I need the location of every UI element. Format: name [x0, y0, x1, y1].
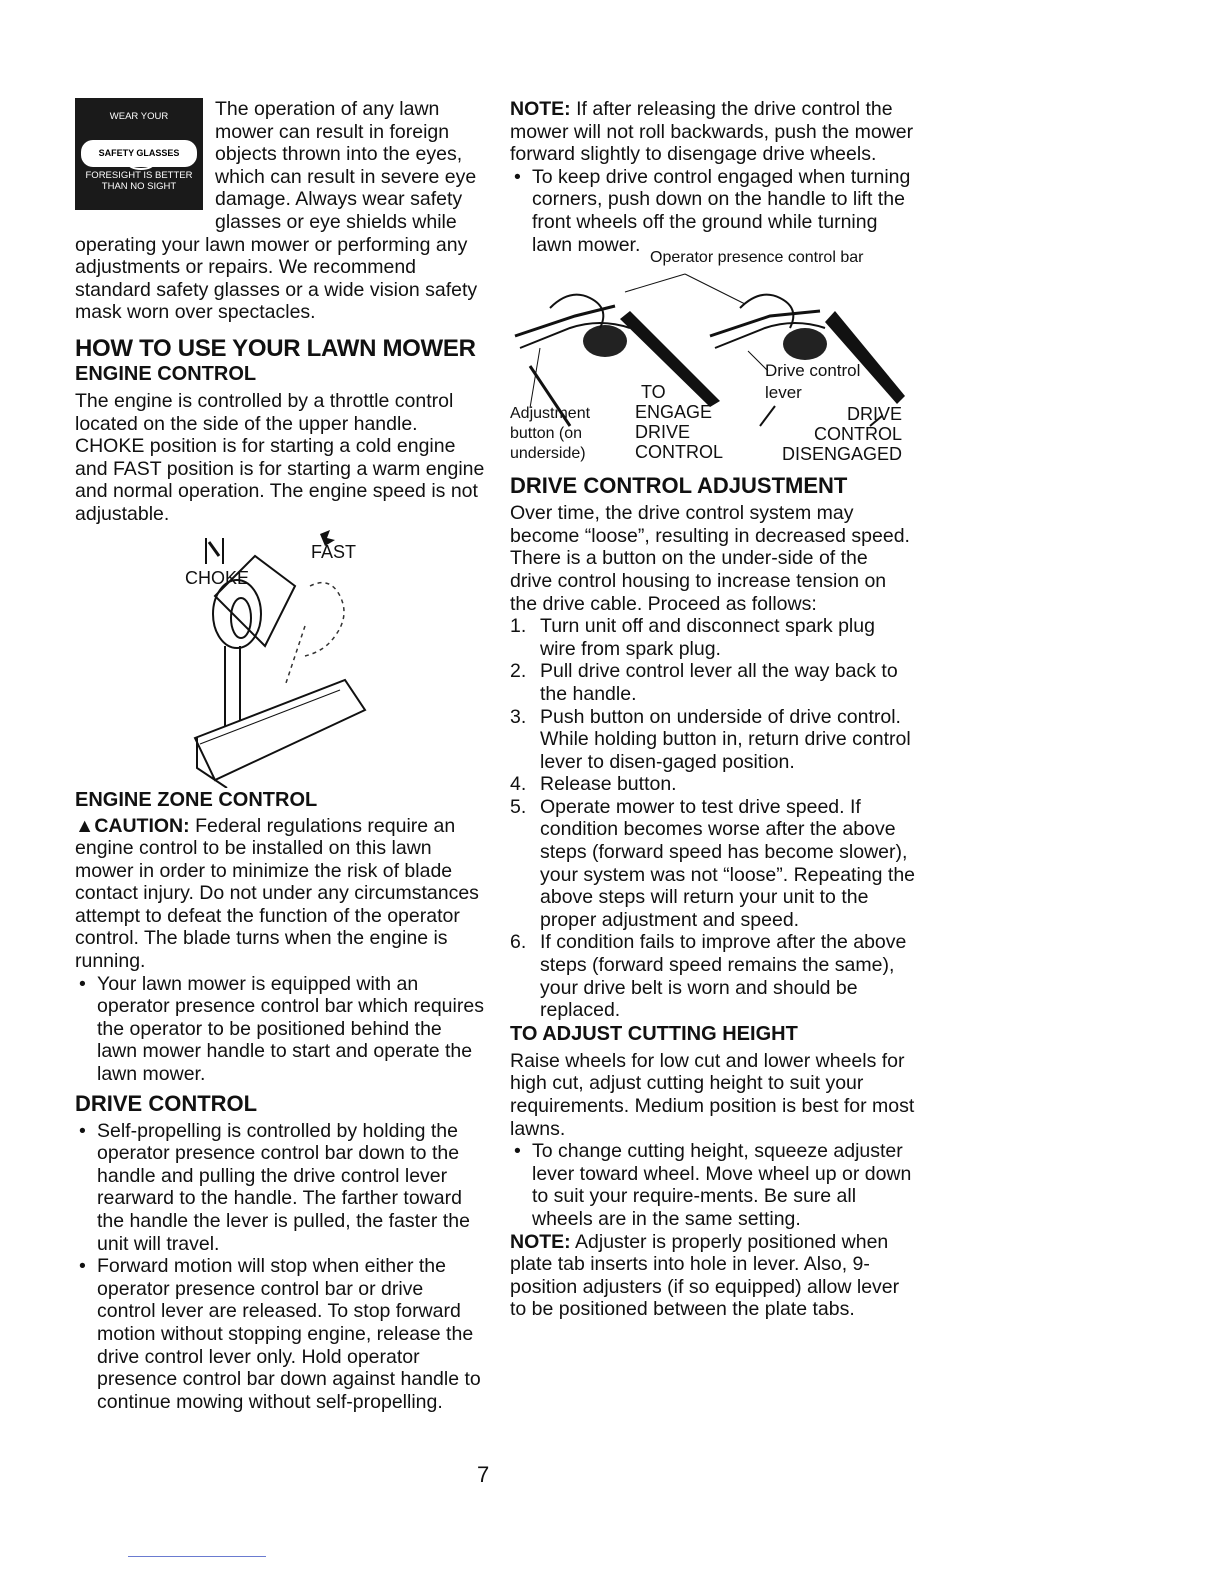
adjustment-label: Adjustment button (on underside): [510, 405, 591, 463]
height-text: Raise wheels for low cut and lower wheels for high cut, adjust cutting height to suit your requirements. Medium position is best for most lawns.: [510, 1049, 915, 1140]
footer-rule: [128, 1556, 266, 1557]
throttle-illustration: [75, 526, 485, 788]
safety-warning: [75, 98, 485, 324]
choke-icon: [206, 538, 223, 564]
list-item: 1. Turn unit off and disconnect spark plug wire from spark plug.: [510, 615, 875, 660]
drive-control-heading: DRIVE CONTROL: [75, 1090, 258, 1116]
list-item: 6. If condition fails to improve after the above steps (forward speed remains the same), your drive belt is worn and should be replaced.: [510, 931, 907, 1022]
opc-bar-label: Operator presence control bar: [650, 249, 864, 267]
turn-bullet: • To keep drive control engaged when turning corners, push down on the handle to lift the front wheels off the ground while turning lawn mower.: [510, 166, 915, 256]
badge-line3: FORESIGHT IS BETTER THAN NO SIGHT: [85, 170, 193, 192]
left-column: [75, 98, 485, 1413]
throttle-figure: [75, 526, 485, 788]
disengaged-label: DRIVE CONTROL DISENGAGED: [781, 404, 902, 465]
section-title: HOW TO USE YOUR LAWN MOWER: [75, 334, 476, 362]
caution-label: ▲: [75, 814, 95, 837]
list-item: 4. Release button.: [510, 773, 677, 796]
adjust-steps: [510, 615, 915, 1022]
choke-label: CHOKE: [185, 567, 250, 588]
engage-label: TO ENGAGE DRIVE CONTROL: [635, 382, 724, 463]
list-item: 2. Pull drive control lever all the way back to the handle.: [510, 660, 898, 705]
caution-paragraph: ▲CAUTION: Federal regulations require an engine control to be installed on this lawn mower in order to minimize the risk of blade contact injury. Do not under any circumstances attempt to defeat the function of the operator control. The blade turns when the engine is running.: [75, 814, 479, 973]
page-number: 7: [477, 1462, 490, 1487]
note-paragraph: NOTE: If after releasing the drive control the mower will not roll backwards, push the mower forward slightly to disengage drive wheels.: [510, 98, 914, 166]
warning-text: The operation of any lawn mower can result in foreign objects thrown into the eyes, which can result in severe eye damage. Always wear safety glasses or eye shields while operating your lawn mower or performing any adjustments or repairs. We recommend standard safety glasses or a wide vision safety mask worn over spectacles.: [75, 98, 478, 324]
drive-control-figure: [510, 249, 915, 474]
engine-zone-heading: ENGINE ZONE CONTROL: [75, 788, 318, 811]
safety-glasses-badge: [75, 98, 203, 210]
note2-paragraph: NOTE: Adjuster is properly positioned when plate tab inserts into hole in lever. Also, 9-position adjusters (if so equipped) allow lever to be positioned between the plate tabs.: [510, 1230, 900, 1321]
badge-line1: WEAR YOUR: [109, 111, 169, 122]
drive-bullet-1: • Self-propelling is controlled by holding the operator presence control bar down to the handle and pulling the drive control lever rearward to the handle. The farther toward the handle the lever is pulled, the faster the unit will travel.: [75, 1120, 485, 1256]
list-item: 3. Push button on underside of drive control. While holding button in, return drive control lever to disen-gaged position.: [510, 705, 911, 773]
engine-control-text: The engine is controlled by a throttle control located on the side of the upper handle. CHOKE position is for starting a cold engine and FAST position is for starting a warm engine and normal operation. The engine speed is not adjustable.: [75, 389, 485, 525]
adjust-heading: DRIVE CONTROL ADJUSTMENT: [510, 473, 848, 499]
height-heading: TO ADJUST CUTTING HEIGHT: [510, 1022, 798, 1045]
drive-bullet-2: • Forward motion will stop when either the operator presence control bar or drive control lever are released. To stop forward motion without stopping engine, release the drive control lever only. Hold operator presence control bar down against handle to continue mowing without self-propelling.: [75, 1255, 485, 1413]
height-bullet: • To change cutting height, squeeze adjuster lever toward wheel. Move wheel up or down to suit your require-ments. Be sure all wheels are in the same setting.: [510, 1140, 915, 1230]
fast-label: FAST: [311, 541, 357, 562]
badge-line2: SAFETY GLASSES: [81, 140, 197, 167]
adjust-intro: Over time, the drive control system may become “loose”, resulting in decreased speed. There is a button on the under-side of the drive control housing to increase tension on the drive cable. Proceed as follows:: [510, 502, 910, 615]
drive-lever-label: Drive control lever: [765, 361, 861, 403]
right-column: [510, 98, 915, 1321]
list-item: 5. Operate mower to test drive speed. If condition becomes worse after the above steps (forward speed has become slower), your system was not “loose”. Repeating the above steps will return your unit to the proper adjustment and speed.: [510, 795, 916, 931]
engine-control-heading: ENGINE CONTROL: [75, 362, 257, 385]
glasses-icon: [127, 156, 155, 170]
zone-bullet: • Your lawn mower is equipped with an operator presence control bar which requires the operator to be positioned behind the lawn mower handle to start and operate the lawn mower.: [75, 973, 485, 1086]
